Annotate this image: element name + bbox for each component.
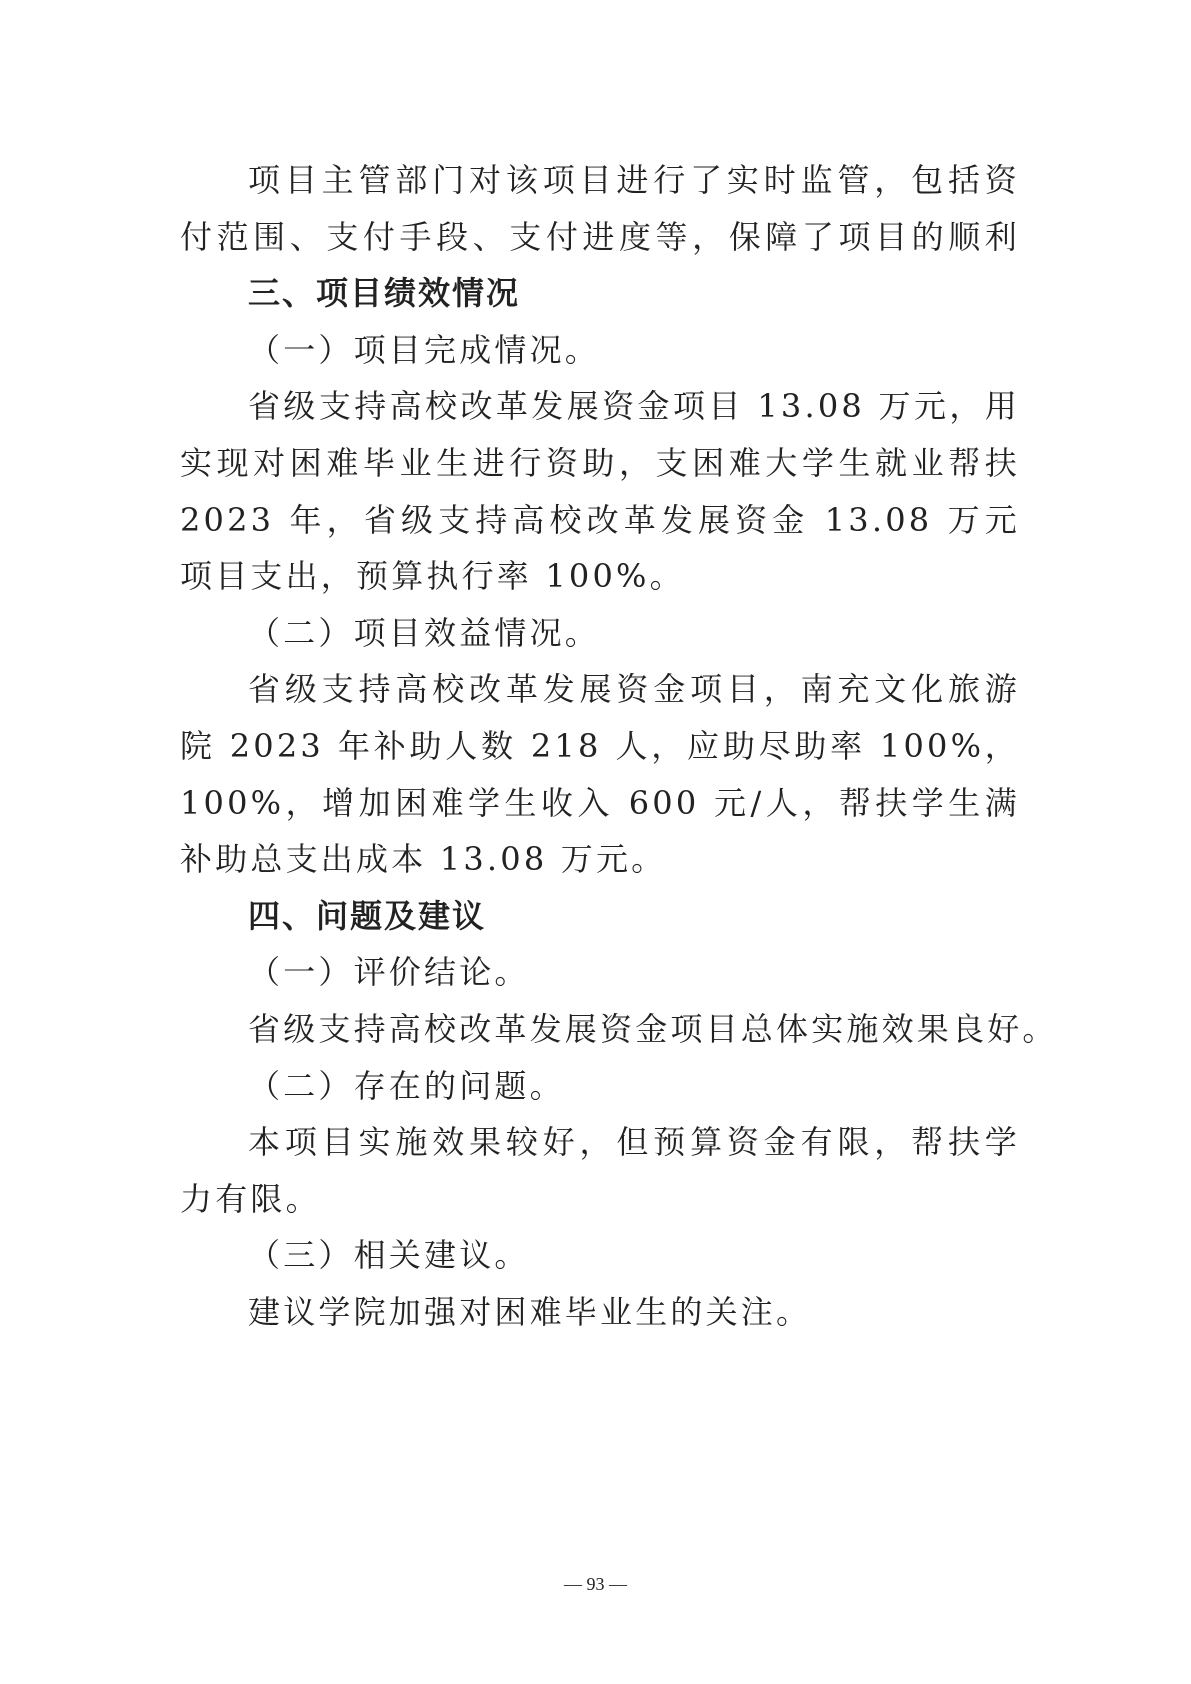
paragraph-line: 100%，增加困难学生收入 600 元/人，帮扶学生满 bbox=[180, 783, 1020, 822]
subsection-heading: （二）存在的问题。 bbox=[248, 1066, 565, 1105]
subsection-heading: （二）项目效益情况。 bbox=[248, 613, 601, 652]
paragraph-line: 院 2023 年补助人数 218 人，应助尽助率 100%， bbox=[180, 726, 1020, 765]
page-number: — 93 — bbox=[564, 1574, 627, 1594]
paragraph-line: 付范围、支付手段、支付进度等，保障了项目的顺利 bbox=[180, 217, 1020, 256]
paragraph-line: 建议学院加强对困难毕业生的关注。 bbox=[248, 1292, 812, 1331]
subsection-heading: （三）相关建议。 bbox=[248, 1236, 530, 1275]
paragraph-line: 实现对困难毕业生进行资助，支困难大学生就业帮扶 bbox=[180, 443, 1020, 482]
body-text bbox=[180, 152, 1058, 1340]
section-heading-4: 四、问题及建议 bbox=[248, 896, 487, 935]
section-heading-3: 三、项目绩效情况 bbox=[248, 274, 521, 313]
subsection-heading: （一）评价结论。 bbox=[248, 953, 530, 992]
paragraph-line: 省级支持高校改革发展资金项目，南充文化旅游 bbox=[248, 670, 1020, 709]
paragraph-line: 力有限。 bbox=[180, 1179, 321, 1218]
paragraph-line: 项目支出，预算执行率 100%。 bbox=[180, 557, 685, 596]
paragraph-line: 省级支持高校改革发展资金项目总体实施效果良好。 bbox=[248, 1009, 1058, 1048]
paragraph-line: 项目主管部门对该项目进行了实时监管，包括资 bbox=[248, 161, 1020, 199]
paragraph-line: 补助总支出成本 13.08 万元。 bbox=[180, 840, 667, 879]
subsection-heading: （一）项目完成情况。 bbox=[248, 330, 601, 369]
paragraph-line: 本项目实施效果较好，但预算资金有限，帮扶学 bbox=[248, 1123, 1020, 1162]
paragraph-line: 省级支持高校改革发展资金项目 13.08 万元，用 bbox=[248, 387, 1020, 426]
paragraph-line: 2023 年，省级支持高校改革发展资金 13.08 万元 bbox=[180, 500, 1020, 539]
